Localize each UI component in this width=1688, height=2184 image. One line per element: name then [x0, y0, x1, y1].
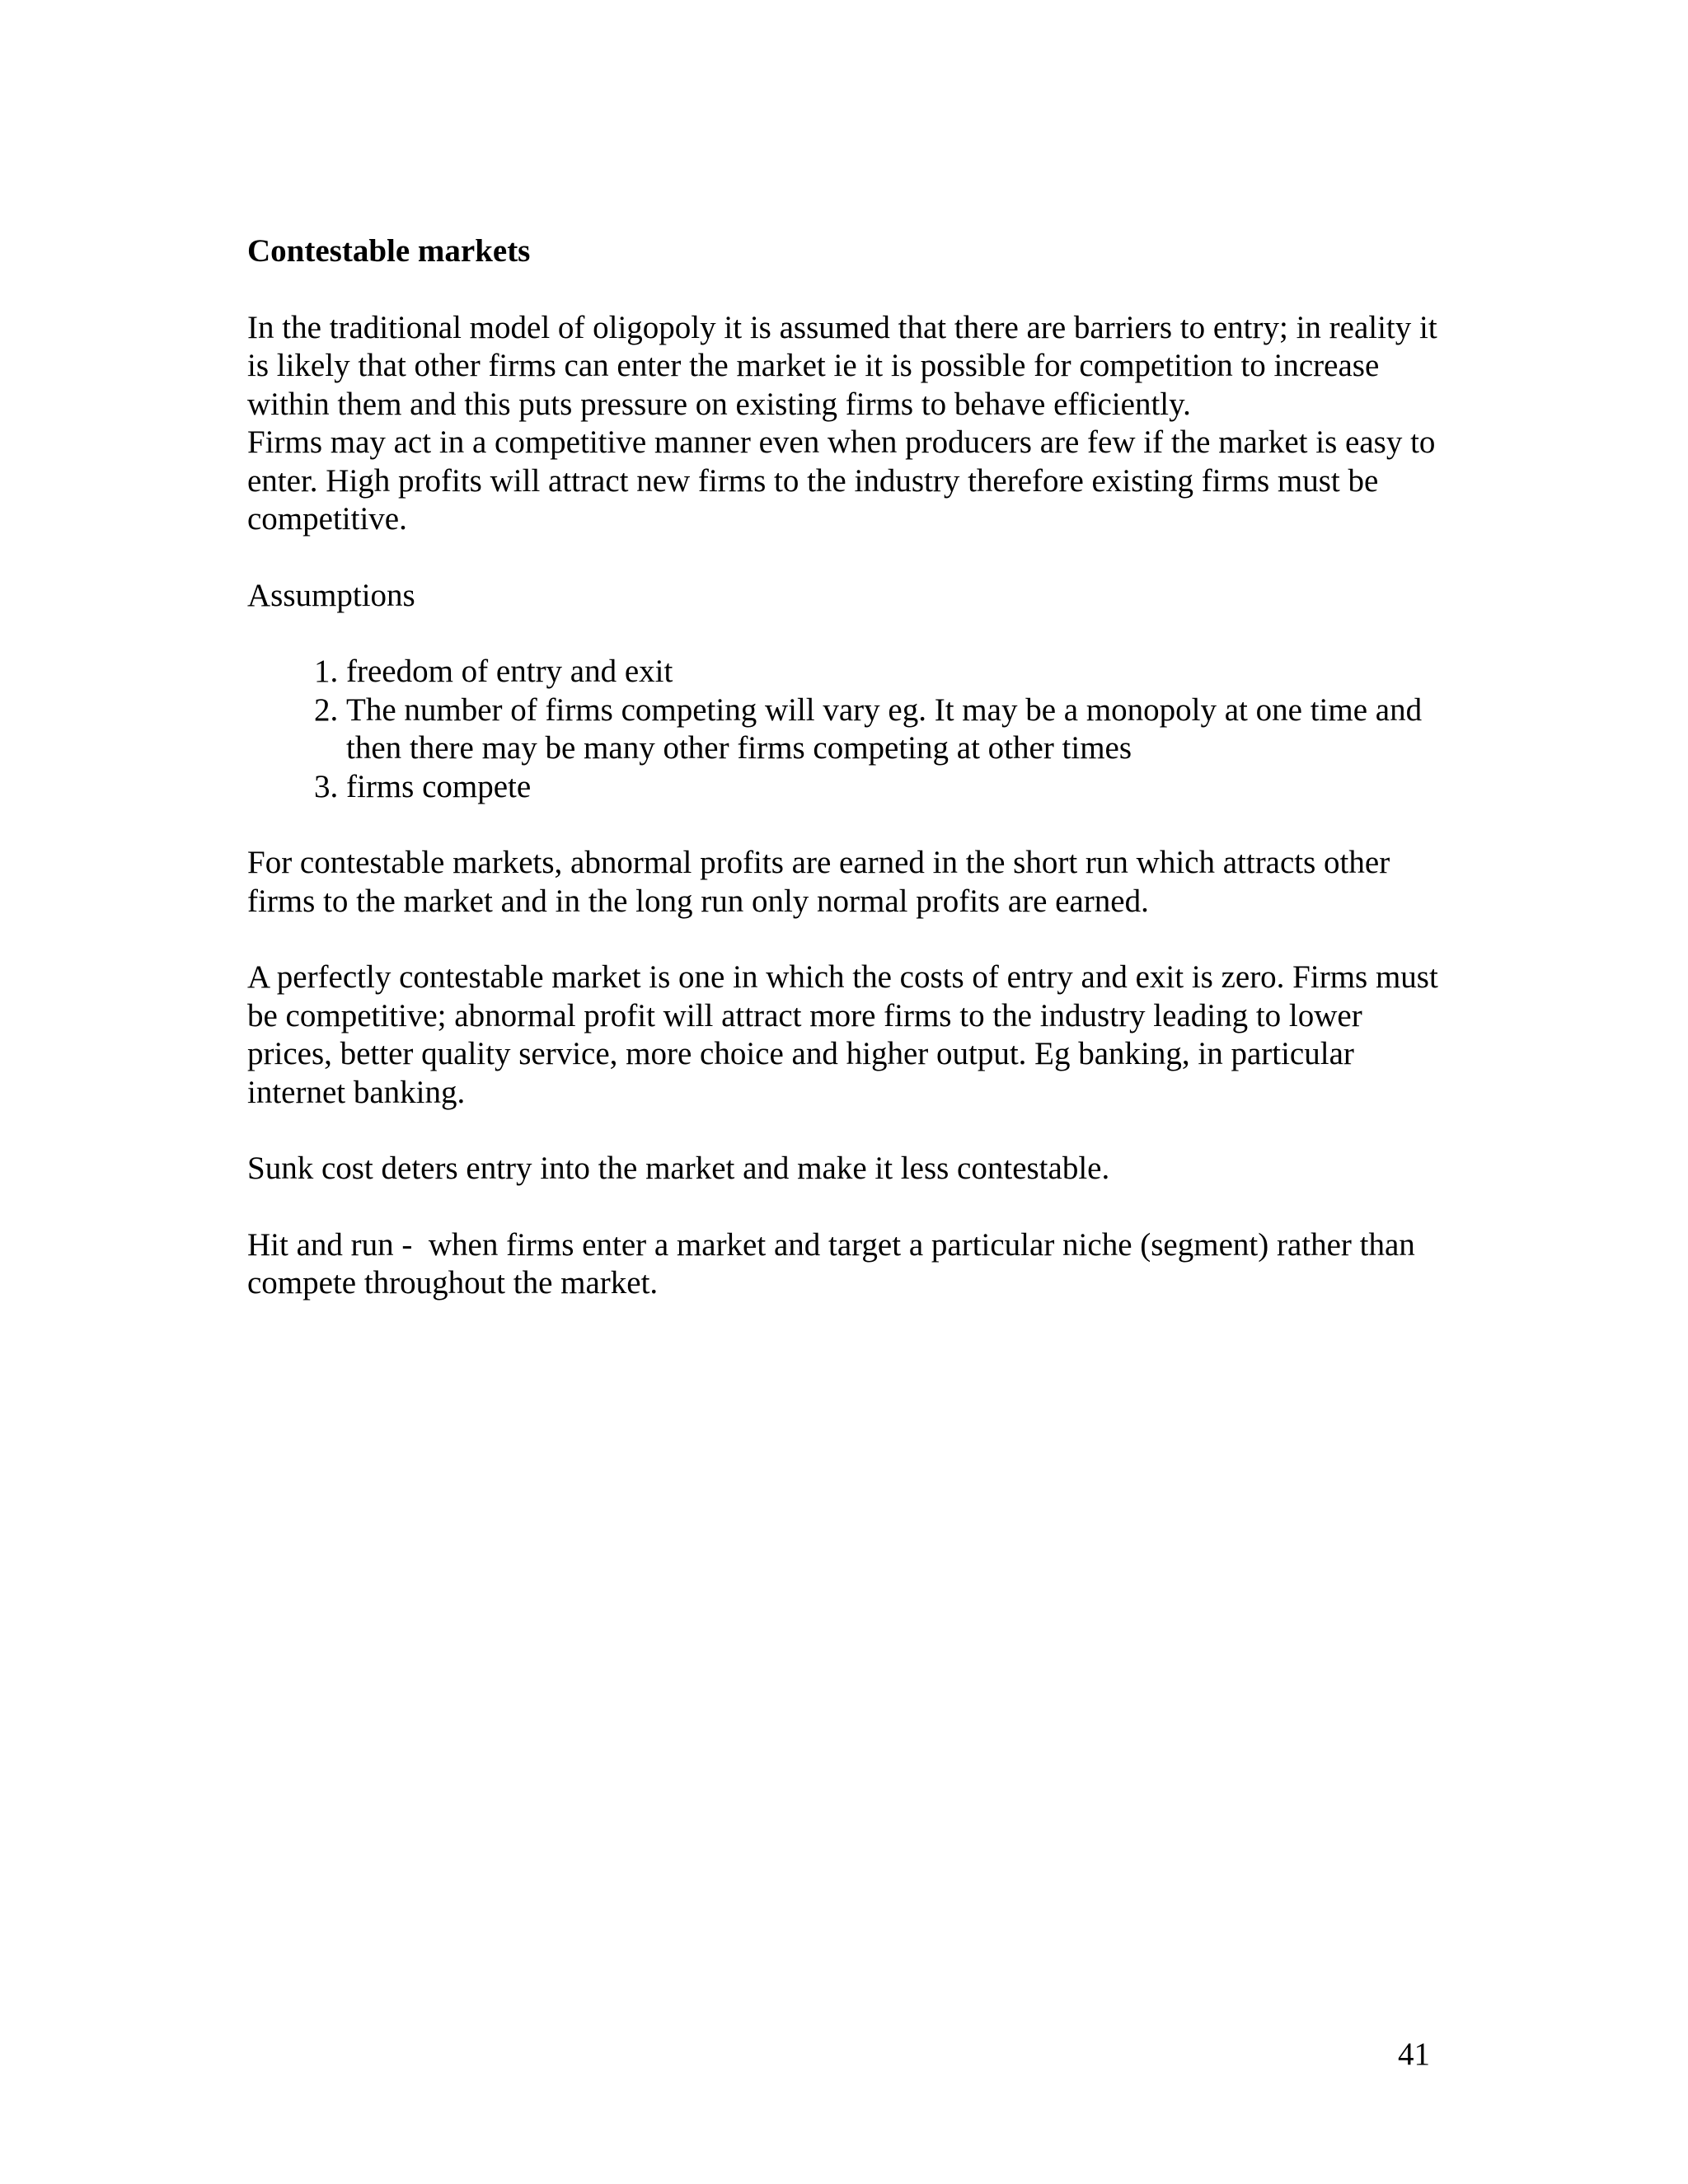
hit-and-run-paragraph: [247, 1226, 1442, 1303]
page-content: [247, 232, 1442, 1341]
list-item: 2. The number of firms competing will vary eg. It may be a monopoly at one time and then there may be many other firms competing at other times: [346, 691, 1442, 768]
list-item: 3. firms compete: [346, 768, 1442, 807]
sunk-cost-paragraph: Sunk cost deters entry into the market and make it less contestable.: [247, 1151, 1110, 1186]
intro-paragraph-2: [247, 424, 1442, 539]
intro-text: In the traditional model of oligopoly it is assumed that there are barriers to entry; in reality it is likely that other firms can enter the market ie it is possible for competition to increase within them and this puts pressure on existing firms to behave efficiently.: [247, 309, 1437, 422]
perfect-contestable-paragraph: A perfectly contestable market is one in which the costs of entry and exit is zero. Firms must be competitive; abnormal profit will attract more firms to the industry leading to lower prices, better quality service, more choice and higher output. Eg banking, in particular internet banking.: [247, 959, 1438, 1110]
hit-and-run-text: Hit and run - when firms enter a market and target a particular niche (segment) rather than compete throughout the market.: [247, 1226, 1423, 1301]
list-item: 1. freedom of entry and exit: [346, 653, 1442, 691]
page-number: 41: [1398, 2036, 1430, 2072]
assumptions-list: [247, 653, 1442, 806]
intro-text-2: Firms may act in a competitive manner even when producers are few if the market is easy to enter. High profits will attract new firms to the industry therefore existing firms must be competitive.: [247, 424, 1436, 537]
intro-paragraph: [247, 309, 1442, 424]
profits-paragraph: For contestable markets, abnormal profits are earned in the short run which attracts other firms to the market and in the long run only normal profits are earned.: [247, 845, 1390, 919]
section-heading: Contestable markets: [247, 233, 531, 269]
assumptions-label: Assumptions: [247, 577, 415, 613]
